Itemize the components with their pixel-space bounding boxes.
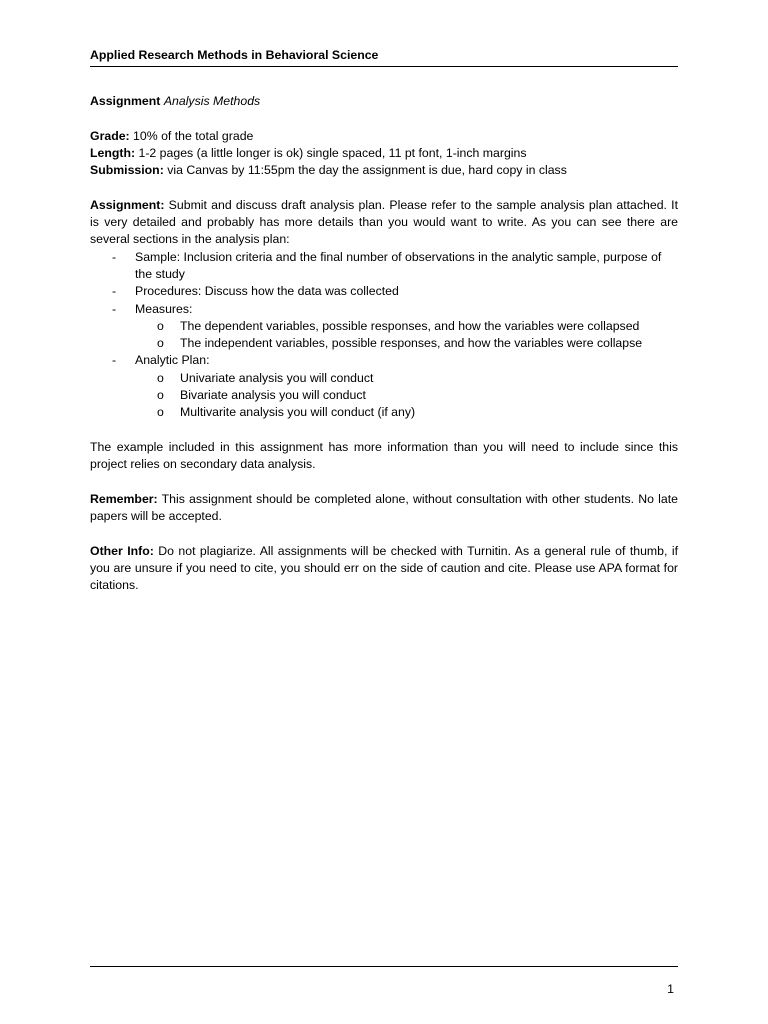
remember-text: This assignment should be completed alone, without consultation with other students. No late papers will be accepted. — [90, 491, 678, 524]
page-header — [90, 47, 678, 67]
measures-sublist — [135, 318, 678, 353]
other-info-label: Other Info: — [90, 543, 154, 558]
course-title: Applied Research Methods in Behavioral Science — [90, 48, 379, 62]
bullet-marker: o — [157, 405, 164, 420]
example-note: The example included in this assignment has more information than you will need to include since this project relies on secondary data analysis. — [90, 439, 678, 472]
assignment-label: Assignment: — [90, 197, 165, 212]
document-page — [90, 0, 678, 1024]
list-item — [90, 352, 678, 421]
length-line — [90, 145, 678, 162]
length-value: 1-2 pages (a little longer is ok) single spaced, 11 pt font, 1-inch margins — [135, 145, 527, 160]
document-body — [90, 93, 678, 595]
analysis-plan-sections — [90, 249, 678, 422]
bullet-marker: o — [157, 336, 164, 351]
bullet-marker: o — [157, 388, 164, 403]
assignment-heading — [90, 93, 678, 110]
list-item-text: Sample: Inclusion criteria and the final number of observations in the analytic sample, purpose of the study — [135, 249, 662, 281]
dash-marker: - — [112, 284, 117, 299]
assignment-heading-label: Assignment — [90, 94, 161, 108]
page-footer — [90, 966, 678, 996]
dash-marker: - — [112, 353, 117, 368]
list-item — [90, 249, 678, 284]
sub-list-item-text: Multivarite analysis you will conduct (if any) — [180, 405, 416, 420]
length-label: Length: — [90, 145, 136, 160]
remember-label: Remember: — [90, 491, 158, 506]
grade-value: 10% of the total grade — [129, 128, 254, 143]
bullet-marker: o — [157, 370, 164, 385]
dash-marker: - — [112, 249, 117, 264]
other-info-text: Do not plagiarize. All assignments will be checked with Turnitin. As a general rule of thumb, if you are unsure if you need to cite, you should err on the side of caution and cite. Please use APA format for citations. — [90, 543, 678, 593]
list-item — [90, 283, 678, 300]
other-info-paragraph — [90, 543, 678, 595]
list-item-text: Procedures: Discuss how the data was collected — [135, 284, 399, 299]
list-item-text: Analytic Plan: — [135, 353, 210, 368]
list-item-text: Measures: — [135, 301, 193, 316]
sub-list-item — [135, 318, 678, 335]
assignment-heading-name: Analysis Methods — [163, 94, 261, 108]
sub-list-item — [135, 370, 678, 387]
dash-marker: - — [112, 301, 117, 316]
sub-list-item-text: Bivariate analysis you will conduct — [180, 388, 366, 403]
analytic-plan-sublist — [135, 370, 678, 422]
sub-list-item-text: The dependent variables, possible responses, and how the variables were collapsed — [180, 318, 640, 333]
submission-value: via Canvas by 11:55pm the day the assignment is due, hard copy in class — [163, 163, 567, 178]
submission-label: Submission: — [90, 163, 164, 178]
sub-list-item — [135, 404, 678, 421]
sub-list-item — [135, 387, 678, 404]
assignment-paragraph — [90, 197, 678, 249]
grade-label: Grade: — [90, 128, 130, 143]
sub-list-item-text: Univariate analysis you will conduct — [180, 370, 374, 385]
sub-list-item — [135, 335, 678, 352]
assignment-text: Submit and discuss draft analysis plan. Please refer to the sample analysis plan attached. It is very detailed and probably has more details than you would want to write. As you can see there are several sections in the analysis plan: — [90, 197, 678, 247]
grade-line — [90, 128, 678, 145]
page-number: 1 — [667, 982, 674, 996]
sub-list-item-text: The independent variables, possible responses, and how the variables were collapse — [180, 336, 643, 351]
remember-paragraph — [90, 491, 678, 526]
list-item — [90, 301, 678, 353]
bullet-marker: o — [157, 318, 164, 333]
submission-line — [90, 162, 678, 179]
